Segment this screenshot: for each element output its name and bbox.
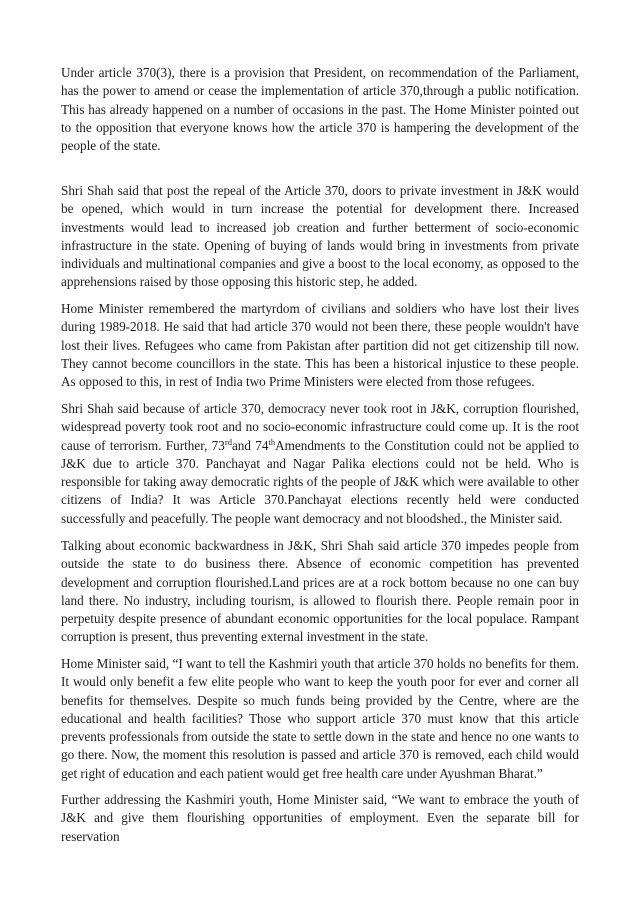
paragraph-embrace-youth: Further addressing the Kashmiri youth, Home Minister said, “We want to embrace the youth of J&K and give them flourishing opportunities of employment. Even the separate bill for reservation [61, 792, 579, 844]
ordinal-suffix: rd [224, 436, 232, 447]
paragraph-martyrdom-refugees: Home Minister remembered the martyrdom of civilians and soldiers who have lost their lives during 1989-2018. He said that had article 370 would not been there, these people wouldn't have lost their lives. Refugees who came from Pakistan after partition did not get citizenship till now. They cannot become councillors in the state. This has been a historical injustice to these people. As opposed to this, in rest of India two Prime Ministers were elected from those refugees. [61, 301, 579, 390]
paragraph-kashmiri-youth-benefits: Home Minister said, “I want to tell the Kashmiri youth that article 370 holds no benefits for them. It would only benefit a few elite people who want to keep the youth poor for ever and corner all benefits for themselves. Despite so much funds being provided by the Centre, where are the educational and health facilities? Those who support article 370 must know that this article prevents professionals from outside the state to settle down in the state and hence no one wants to go there. Now, the moment this resolution is passed and article 370 is removed, each child would get right of education and each patient would get free health care under Ayushman Bharat.” [61, 656, 579, 781]
paragraph-article-370-3-provision: Under article 370(3), there is a provision that President, on recommendation of the Parliament, has the power to amend or cease the implementation of article 370,through a public notification. This has already happened on a number of occasions in the past. The Home Minister pointed out to the opposition that everyone knows how the article 370 is hampering the development of the people of the state. [61, 65, 579, 154]
paragraph-text-segment: Shri Shah said because of article 370, democracy never took root in J&K, corruption flourished, widespread poverty took root and no socio-economic infrastructure could come up. It is the root cause of terrorism. Further, 73 [61, 401, 579, 453]
paragraph-democracy-corruption [61, 400, 579, 528]
paragraph-text-segment: and 74 [231, 437, 269, 453]
paragraph-text-segment: Amendments to the Constitution could not be applied to J&K due to article 370. Panchayat and Nagar Palika elections could not be held. Who is responsible for taking away democratic rights of the people of J&K which were available to other citizens of India? It was Article 370.Panchayat elections recently held were conducted successfully and peacefully. The people want democracy and not bloodshed., the Minister said. [61, 437, 580, 526]
ordinal-suffix: th [268, 436, 276, 447]
paragraph-private-investment: Shri Shah said that post the repeal of the Article 370, doors to private investment in J&K would be opened, which would in turn increase the potential for development there. Increased investments would lead to increased job creation and further betterment of socio-economic infrastructure in the state. Opening of buying of lands would bring in investments from private individuals and multinational companies and give a boost to the local economy, as opposed to the apprehensions raised by those opposing this historic step, he added. [61, 183, 579, 290]
paragraph-economic-backwardness: Talking about economic backwardness in J&K, Shri Shah said article 370 impedes people from outside the state to do business there. Absence of economic competition has prevented development and corruption flourished.Land prices are at a rock bottom because no one can buy land there. No industry, including tourism, is allowed to flourish there. People remain poor in perpetuity despite presence of abundant economic opportunities for the local populace. Rampant corruption is present, thus preventing external investment in the state. [61, 538, 579, 645]
